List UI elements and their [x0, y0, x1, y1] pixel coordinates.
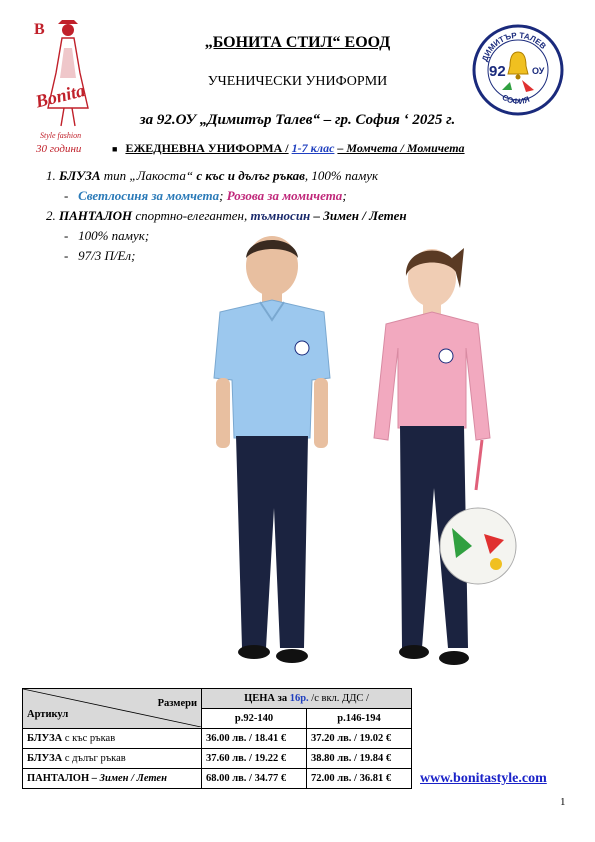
company-name: „БОНИТА СТИЛ“ ЕООД	[204, 34, 391, 51]
girl-figure	[374, 248, 516, 665]
logo-name-text: Bonita	[33, 80, 87, 112]
school-logo-arc-top: ДИМИТЪР ТАЛЕВ	[480, 30, 548, 63]
separator: ;	[342, 188, 347, 203]
boys-color-text: Светлосиня за момчета	[78, 188, 220, 203]
school-logo-number: 92	[489, 63, 506, 80]
document-subtitle: УЧЕНИЧЕСКИ УНИФОРМИ	[207, 74, 388, 89]
item-text: тип „Лакоста“	[100, 168, 197, 183]
article-name: БЛУЗА	[27, 733, 63, 744]
item-season-text: – Зимен / Летен	[310, 208, 407, 223]
list-item	[46, 206, 407, 226]
dash: -	[64, 188, 69, 203]
list-subitem	[46, 186, 407, 206]
fabric-text: 100% памук;	[78, 228, 150, 243]
table-header-row	[23, 689, 412, 709]
bullet-icon: ■	[112, 144, 118, 154]
corner-bottom-label: Артикул	[27, 708, 69, 720]
item-text: , 100% памук	[304, 168, 379, 183]
price-cell: 37.60 лв. / 19.22 €	[202, 749, 307, 769]
girls-color-text: Розова за момичета	[226, 188, 343, 203]
boy-figure	[214, 236, 330, 663]
item-name: ПАНТАЛОН	[59, 208, 133, 223]
dash: -	[64, 228, 69, 243]
price-cell: 36.00 лв. / 18.41 €	[202, 729, 307, 749]
table-row	[23, 769, 412, 789]
size-header: р.146-194	[307, 709, 412, 729]
price-header	[202, 689, 412, 709]
price-header-count: 16р.	[289, 693, 309, 704]
item-number: 2.	[46, 208, 56, 223]
item-text: спортно-елегантен,	[132, 208, 251, 223]
price-cell: 72.00 лв. / 36.81 €	[307, 769, 412, 789]
uniform-photo	[190, 228, 530, 688]
page-number: 1	[560, 796, 566, 808]
diagonal-line	[23, 689, 201, 727]
article-name: ПАНТАЛОН	[27, 773, 90, 784]
item-sleeve-text: с къс и дълъг ръкав	[196, 168, 305, 183]
article-detail: – Зимен / Летен	[89, 773, 167, 784]
price-cell: 68.00 лв. / 34.77 €	[202, 769, 307, 789]
item-number: 1.	[46, 168, 56, 183]
trousers-color-text: тъмносин	[250, 208, 311, 223]
article-cell	[23, 769, 202, 789]
article-name: БЛУЗА	[27, 753, 63, 764]
daily-uniform-heading	[112, 141, 465, 156]
logo-letter-text: B	[34, 21, 45, 38]
article-cell	[23, 749, 202, 769]
fabric-text: 97/3 П/Ел;	[78, 248, 136, 263]
corner-top-label: Размери	[157, 697, 197, 709]
price-table	[22, 688, 412, 789]
size-header: р.92-140	[202, 709, 307, 729]
school-line: за 92.ОУ „Димитър Талев“ – гр. София ‘ 2025 г.	[139, 112, 456, 128]
grade-link[interactable]: 1-7 клас	[291, 141, 335, 155]
table-row	[23, 749, 412, 769]
separator: ;	[219, 188, 227, 203]
price-header-text: ЦЕНА за	[244, 693, 290, 704]
article-detail: с къс ръкав	[62, 733, 116, 744]
logo-years-text: 30 години	[36, 143, 82, 155]
dash: -	[64, 248, 69, 263]
article-cell	[23, 729, 202, 749]
daily-title: ЕЖЕДНЕВНА УНИФОРМА /	[125, 141, 289, 155]
school-logo-suffix: ОУ	[532, 66, 545, 76]
logo-tagline-text: Style fashion	[40, 131, 82, 140]
corner-cell	[23, 689, 202, 729]
list-item	[46, 166, 407, 186]
daily-audience: – Момчета / Момичета	[337, 141, 465, 155]
item-name: БЛУЗА	[59, 168, 101, 183]
school-logo-arc-bottom: СОФИЯ	[500, 92, 531, 107]
article-detail: с дълъг ръкав	[62, 753, 126, 764]
price-cell: 37.20 лв. / 19.02 €	[307, 729, 412, 749]
price-cell: 38.80 лв. / 19.84 €	[307, 749, 412, 769]
table-row	[23, 729, 412, 749]
price-header-vat: /с вкл. ДДС /	[308, 693, 369, 704]
website-link[interactable]: www.bonitastyle.com	[420, 771, 547, 786]
